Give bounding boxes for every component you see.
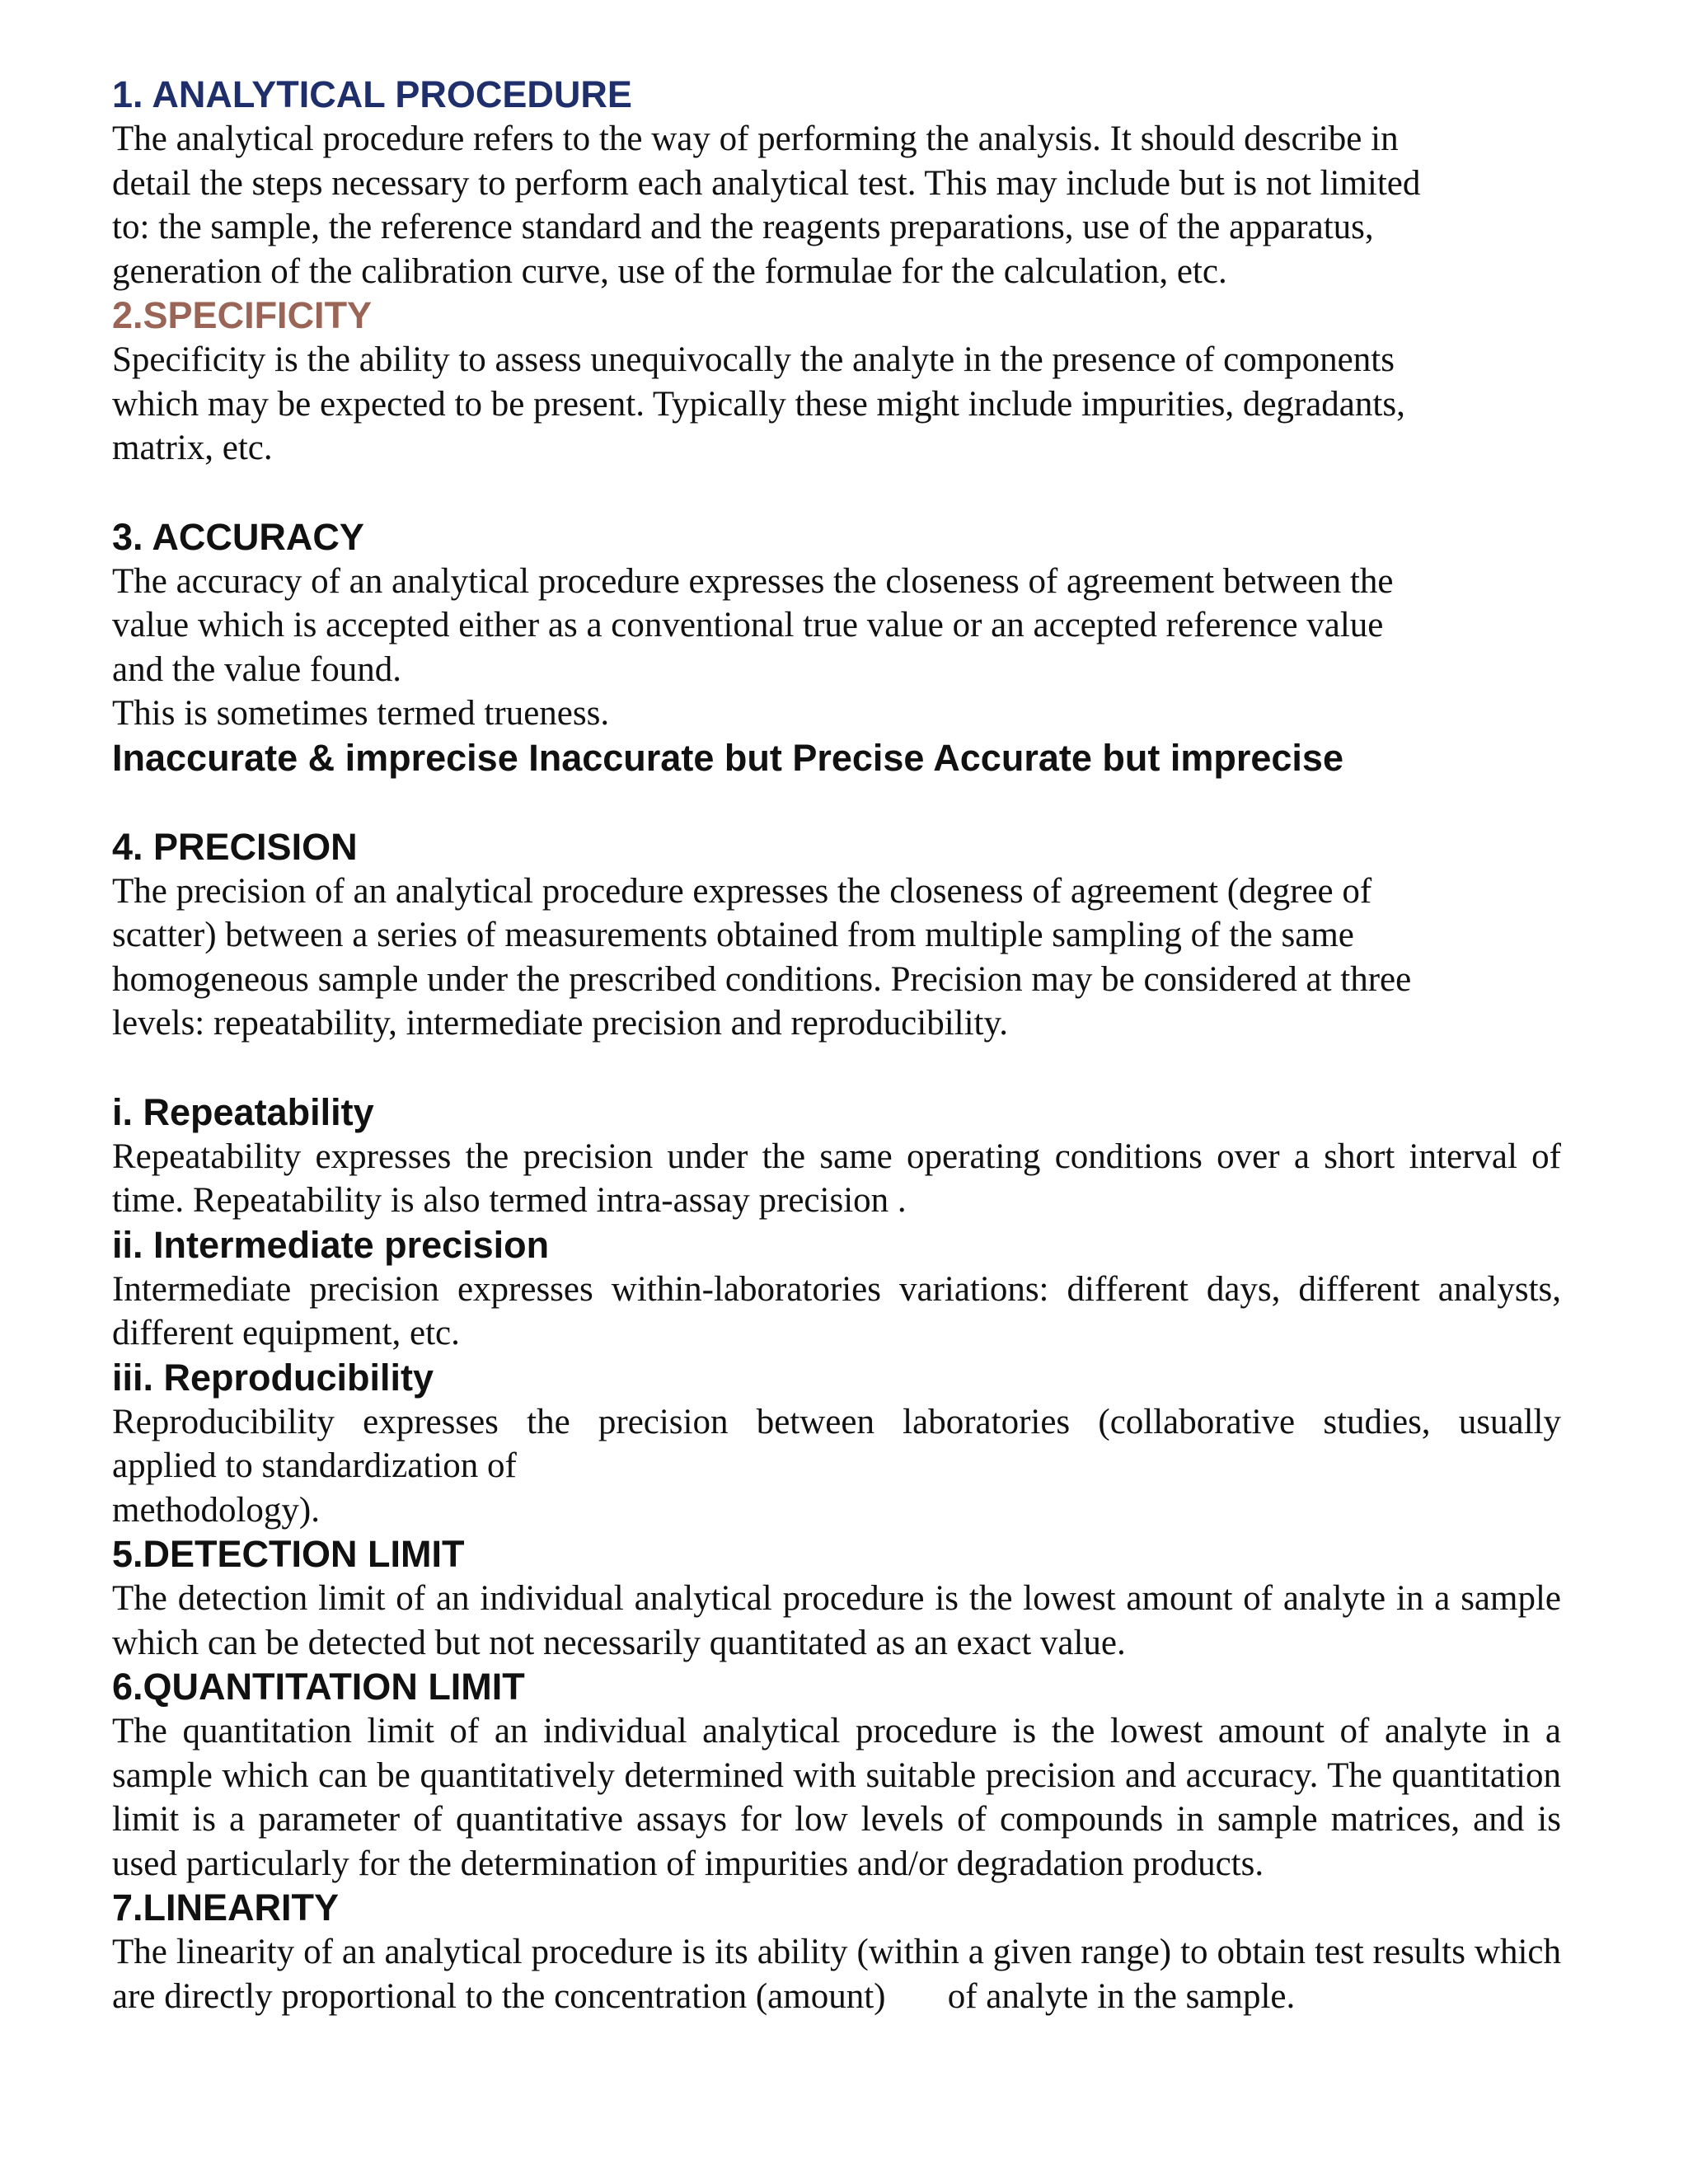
text-line: levels: repeatability, intermediate precision and reproducibility. (112, 1004, 1008, 1043)
text-line: The analytical procedure refers to the way of performing the analysis. It should describe in (112, 120, 1399, 158)
text-line: scatter) between a series of measurements obtained from multiple sampling of the same (112, 916, 1354, 954)
text-line: This is sometimes termed trueness. (112, 694, 610, 733)
text-line: The precision of an analytical procedure expresses the closeness of agreement (degree of (112, 871, 1372, 911)
heading-quantitation-limit: 6.QUANTITATION LIMIT (112, 1666, 525, 1708)
text-line: matrix, etc. (112, 429, 273, 467)
paragraph-specificity (112, 338, 1561, 471)
text-line: generation of the calibration curve, use of the formulae for the calculation, etc. (112, 251, 1227, 291)
paragraph-analytical-procedure (112, 117, 1561, 293)
accuracy-figure-caption: Inaccurate & imprecise Inaccurate but Precise Accurate but imprecise (112, 736, 1343, 779)
text-line: to: the sample, the reference standard and the reagents preparations, use of the apparatus, (112, 208, 1374, 246)
document-page (112, 73, 1570, 2018)
text-line: detail the steps necessary to perform each analytical test. This may include but is not limited (112, 163, 1421, 203)
paragraph-quantitation-limit: The quantitation limit of an individual analytical procedure is the lowest amount of analyte in a sample which can be quantitatively determined with suitable precision and accuracy. The quantitation limit is a parameter of quantitative assays for low levels of compounds in sample matrices, and is used particularly for the determination of impurities and/or degradation products. (112, 1712, 1561, 1883)
text-line: Reproducibility expresses the precision between laboratories (collaborative studies, usually (112, 1402, 1561, 1441)
heading-linearity: 7.LINEARITY (112, 1886, 340, 1929)
paragraph-precision (112, 869, 1561, 1046)
text-line: applied to standardization of (112, 1446, 517, 1485)
paragraph-intermediate-precision: Intermediate precision expresses within-laboratories variations: different days, different analysts, different equipment, etc. (112, 1269, 1561, 1352)
text-line: Specificity is the ability to assess unequivocally the analyte in the presence of components (112, 340, 1395, 379)
spacer (112, 471, 1561, 515)
heading-detection-limit: 5.DETECTION LIMIT (112, 1533, 465, 1575)
text-line: value which is accepted either as a conventional true value or an accepted reference value (112, 606, 1384, 644)
paragraph-reproducibility (112, 1400, 1561, 1533)
text-line: methodology). (112, 1490, 320, 1530)
text-line: and the value found. (112, 649, 402, 689)
text-line: The accuracy of an analytical procedure expresses the closeness of agreement between the (112, 561, 1394, 601)
heading-accuracy: 3. ACCURACY (112, 515, 364, 558)
paragraph-linearity: The linearity of an analytical procedure is its ability (within a given range) to obtain test results which are directly proportional to the concentration (amount) of analyte in the sample. (112, 1933, 1570, 2016)
heading-repeatability: i. Repeatability (112, 1090, 374, 1133)
heading-precision: 4. PRECISION (112, 825, 358, 868)
spacer (112, 1046, 1561, 1090)
paragraph-accuracy (112, 560, 1561, 736)
heading-reproducibility: iii. Reproducibility (112, 1356, 434, 1399)
heading-specificity: 2.SPECIFICITY (112, 294, 373, 336)
text-line: which may be expected to be present. Typically these might include impurities, degradants, (112, 384, 1405, 424)
text-line: homogeneous sample under the prescribed conditions. Precision may be considered at three (112, 959, 1412, 999)
heading-analytical-procedure: 1. ANALYTICAL PROCEDURE (112, 73, 632, 115)
paragraph-detection-limit: The detection limit of an individual analytical procedure is the lowest amount of analyte in a sample which can be detected but not necessarily quantitated as an exact value. (112, 1579, 1561, 1662)
paragraph-repeatability: Repeatability expresses the precision under the same operating conditions over a short interval of time. Repeatability is also termed intra-assay precision . (112, 1137, 1561, 1220)
spacer (112, 780, 1561, 825)
heading-intermediate-precision: ii. Intermediate precision (112, 1223, 550, 1266)
